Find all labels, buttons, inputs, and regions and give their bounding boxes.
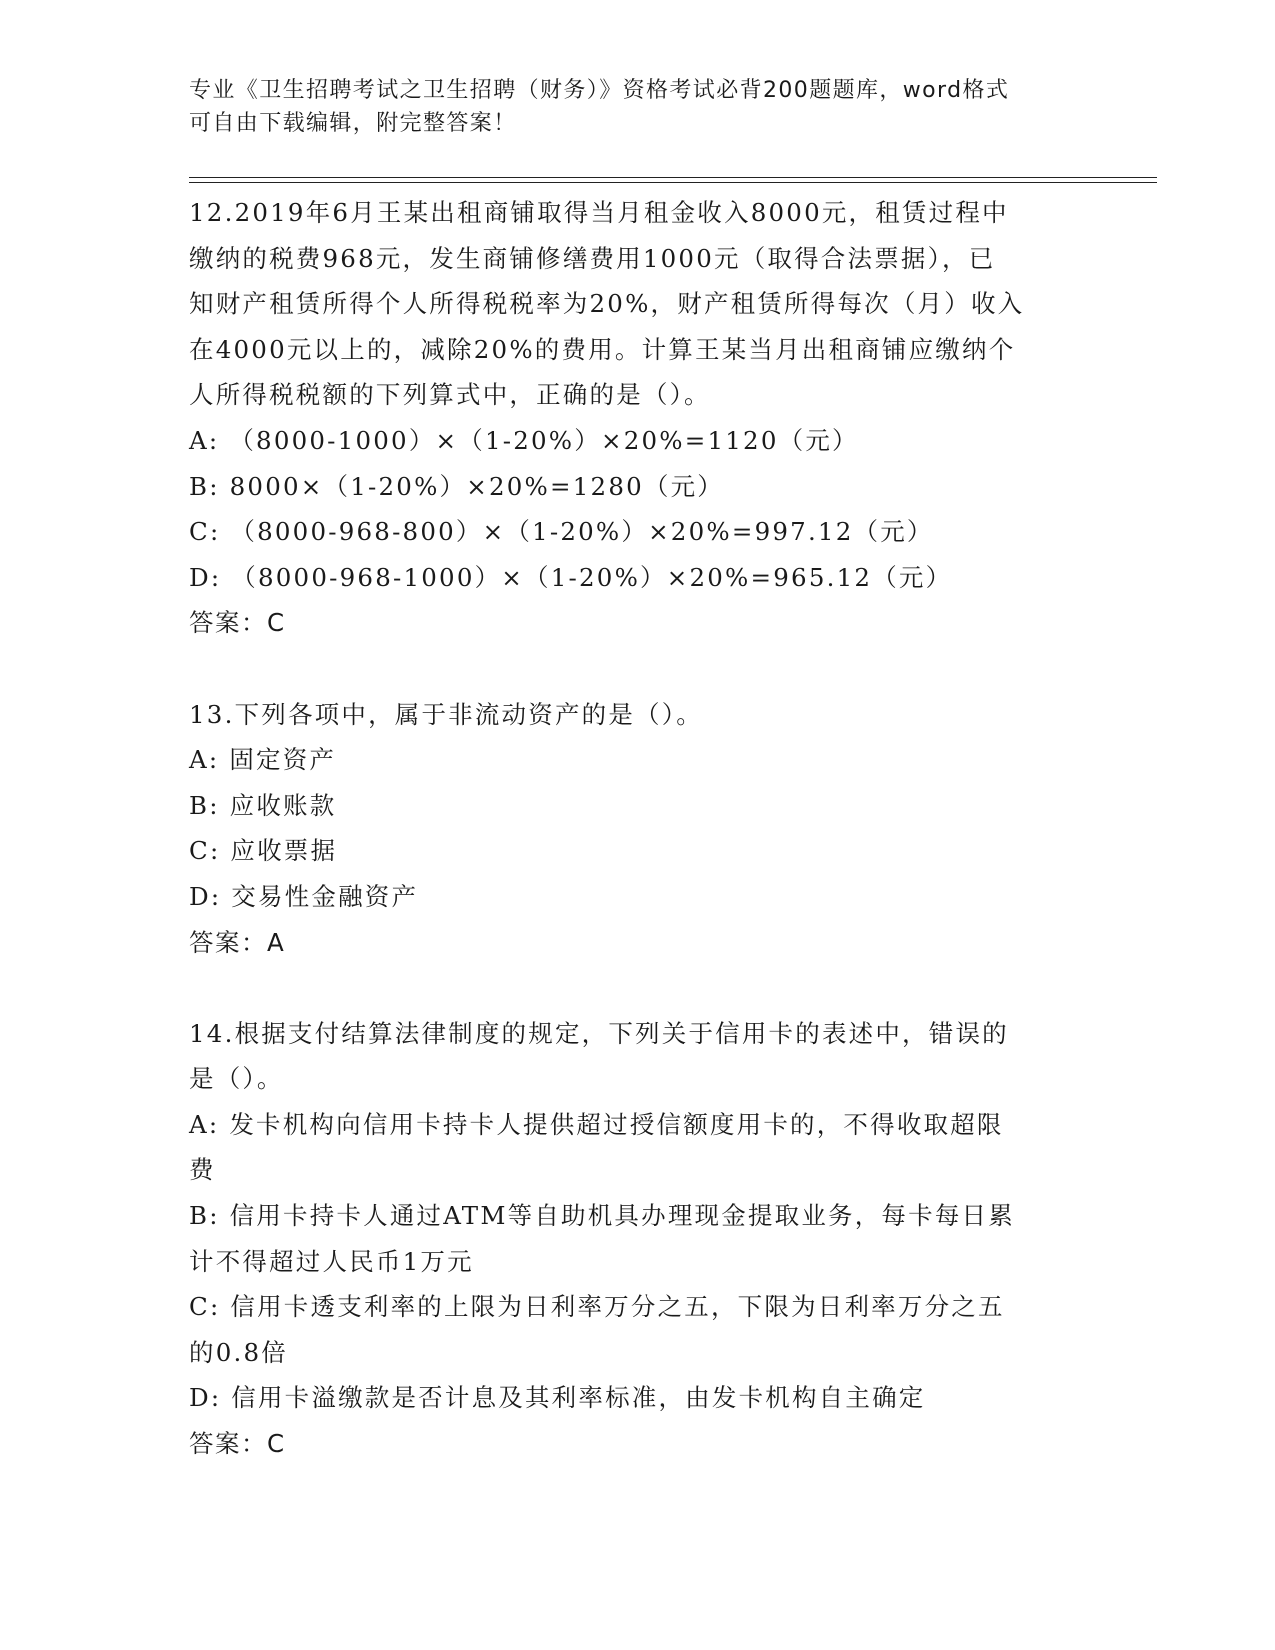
- option-a-continued: 费: [189, 1155, 216, 1185]
- question-text-line: 在4000元以上的，减除20%的费用。计算王某当月出租商铺应缴纳个: [189, 334, 1016, 364]
- option-b-continued: 计不得超过人民币1万元: [189, 1246, 474, 1276]
- question-spacer: [189, 965, 1089, 1011]
- question-text-line: 12.2019年6月王某出租商铺取得当月租金收入8000元，租赁过程中: [189, 198, 1009, 227]
- option-d: D: （8000-968-1000）×（1-20%）×20%=965.12（元）: [189, 562, 953, 592]
- option-c: C: 信用卡透支利率的上限为日利率万分之五，下限为日利率万分之五: [189, 1292, 1005, 1322]
- option-c: C: （8000-968-800）×（1-20%）×20%=997.12（元）: [189, 517, 934, 547]
- header-line-2: 可自由下载编辑，附完整答案！: [189, 111, 517, 136]
- question-text-line: 缴纳的税费968元，发生商铺修缮费用1000元（取得合法票据），已: [189, 243, 996, 273]
- header-divider-top: [189, 177, 1157, 178]
- answer-label: 答案：A: [189, 927, 286, 957]
- question-14: [189, 1011, 1089, 1467]
- header-line-1: 专业《卫生招聘考试之卫生招聘（财务）》资格考试必背200题题库，word格式: [189, 78, 1010, 103]
- option-b: B: 信用卡持卡人通过ATM等自助机具办理现金提取业务，每卡每日累: [189, 1201, 1015, 1231]
- answer-label: 答案：C: [189, 1429, 286, 1459]
- option-a: A: （8000-1000）×（1-20%）×20%=1120（元）: [189, 425, 859, 455]
- option-d: D: 交易性金融资产: [189, 881, 419, 911]
- question-text-line: 14.根据支付结算法律制度的规定，下列关于信用卡的表述中，错误的: [189, 1018, 1009, 1048]
- header-divider-bottom: [189, 182, 1157, 183]
- question-13: [189, 692, 1089, 966]
- answer-label: 答案：C: [189, 608, 286, 638]
- question-12: [189, 190, 1089, 646]
- option-d: D: 信用卡溢缴款是否计息及其利率标准，由发卡机构自主确定: [189, 1383, 926, 1413]
- question-spacer: [189, 646, 1089, 692]
- question-text-line: 是（）。: [189, 1064, 284, 1094]
- option-a: A: 固定资产: [189, 745, 337, 775]
- question-text-line: 13.下列各项中，属于非流动资产的是（）。: [189, 699, 703, 729]
- option-c-continued: 的0.8倍: [189, 1337, 288, 1367]
- option-b: B: 8000×（1-20%）×20%=1280（元）: [189, 471, 725, 501]
- option-a: A: 发卡机构向信用卡持卡人提供超过授信额度用卡的，不得收取超限: [189, 1109, 1004, 1139]
- document-header: [189, 74, 1089, 140]
- question-text-line: 人所得税税额的下列算式中，正确的是（）。: [189, 380, 711, 410]
- question-text-line: 知财产租赁所得个人所得税税率为20%，财产租赁所得每次（月）收入: [189, 289, 1025, 319]
- question-list: [189, 190, 1089, 1467]
- option-c: C: 应收票据: [189, 836, 338, 866]
- option-b: B: 应收账款: [189, 790, 337, 820]
